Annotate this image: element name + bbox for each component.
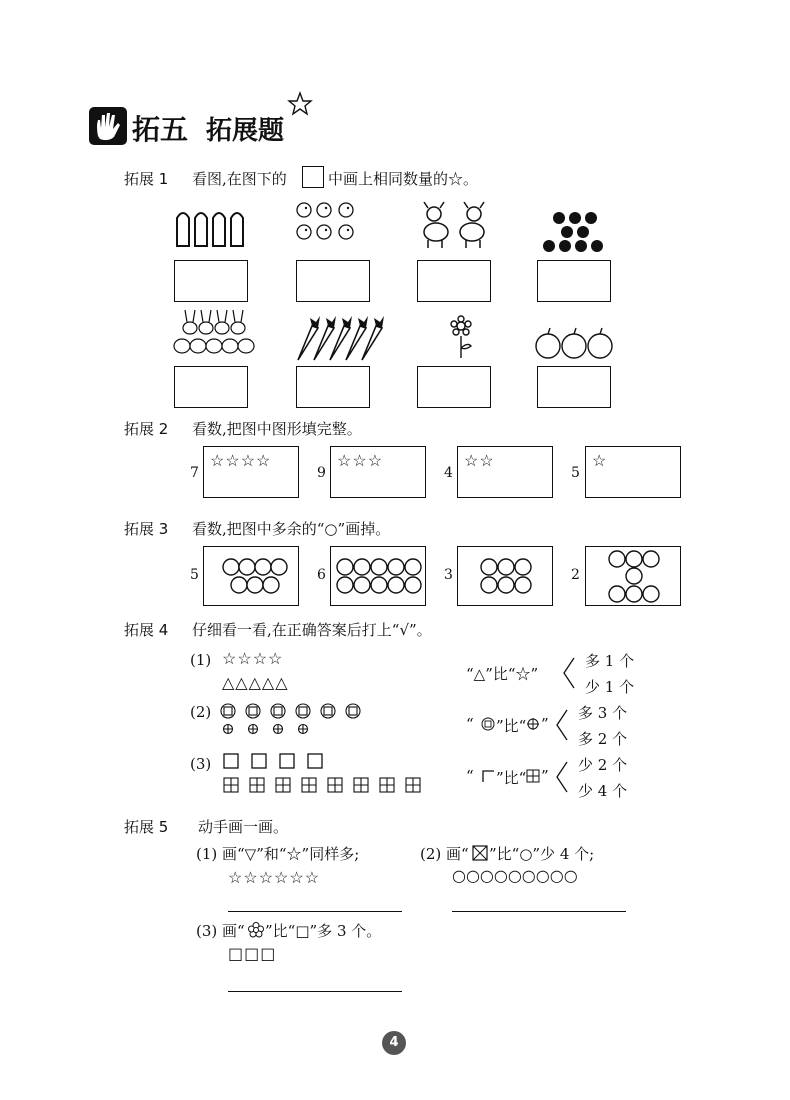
- q2-num-2: 9: [317, 465, 326, 481]
- q2-stars-1: ☆☆☆☆: [210, 451, 272, 470]
- flower-picture: [446, 316, 476, 360]
- q1-answer-box-7[interactable]: [417, 366, 491, 408]
- q5-p3-text-a: (3) 画“: [196, 922, 245, 940]
- rabbits-picture: [170, 308, 260, 360]
- q2-num-3: 4: [444, 465, 453, 481]
- q4-p1-option-2[interactable]: 少 1 个: [585, 678, 635, 696]
- q4-p3-shape-b-icon: [526, 769, 540, 783]
- q4-p3-compare-c: ”: [541, 767, 549, 785]
- carrots-picture: [294, 316, 384, 362]
- q4-label: 拓展 4: [124, 621, 169, 639]
- q2-label: 拓展 2: [124, 420, 169, 438]
- q3-prompt: 看数,把图中多余的“○”画掉。: [192, 520, 391, 538]
- q4-p2-option-2[interactable]: 多 2 个: [578, 730, 628, 748]
- q1-label: 拓展 1: [124, 170, 169, 188]
- q4-p2-bracket: [555, 708, 569, 742]
- q4-p3-bracket: [555, 760, 569, 794]
- q2-stars-4: ☆: [592, 451, 608, 470]
- q4-prompt: 仔细看一看,在正确答案后打上“√”。: [192, 621, 432, 639]
- q2-prompt: 看数,把图中图形填完整。: [192, 420, 362, 438]
- q5-p2-text-a: (2) 画“: [420, 845, 469, 863]
- q3-circles-1: [204, 547, 300, 607]
- header: [88, 102, 328, 152]
- q1-answer-box-5[interactable]: [174, 366, 248, 408]
- q1-prompt-a: 看图,在图下的: [192, 170, 287, 188]
- q5-p2-answer-line[interactable]: [452, 911, 626, 912]
- q2-box-3[interactable]: [457, 446, 553, 498]
- q4-p2-compare-c: ”: [541, 715, 549, 733]
- apples-picture: [534, 330, 618, 360]
- q1-prompt-b: 中画上相同数量的☆。: [328, 170, 479, 188]
- q4-p2-shape-b-icon: [526, 717, 540, 731]
- q4-p3-option-1[interactable]: 少 2 个: [578, 756, 628, 774]
- q2-stars-2: ☆☆☆: [337, 451, 384, 470]
- q3-box-2[interactable]: [330, 546, 426, 606]
- q4-p1-bottom-shapes: △△△△△: [222, 673, 289, 692]
- q4-p3-compare-b: ”比“: [496, 769, 527, 787]
- q5-p2-shapes: ○○○○○○○○○: [452, 866, 578, 885]
- q4-p3-shape-a-icon: [481, 769, 495, 783]
- q4-p1-option-1[interactable]: 多 1 个: [585, 652, 635, 670]
- q4-p3-option-2[interactable]: 少 4 个: [578, 782, 628, 800]
- q3-num-3: 3: [444, 567, 453, 583]
- q4-p2-index: (2): [190, 703, 212, 721]
- goats-picture: [418, 200, 492, 250]
- page-number: 4: [382, 1031, 406, 1055]
- q4-p2-compare-a: “: [466, 715, 474, 733]
- q5-p2-boxed-x-icon: [472, 845, 488, 861]
- q4-p2-compare-b: ”比“: [496, 717, 527, 735]
- q3-circles-2: [331, 547, 427, 607]
- q3-circles-3: [458, 547, 554, 607]
- q3-num-1: 5: [190, 567, 199, 583]
- q3-box-4[interactable]: [585, 546, 681, 606]
- q1-answer-box-1[interactable]: [174, 260, 248, 302]
- q3-box-1[interactable]: [203, 546, 299, 606]
- q5-p1-answer-line[interactable]: [228, 911, 402, 912]
- q3-num-4: 2: [571, 567, 580, 583]
- q5-p3-shapes: □□□: [228, 944, 277, 963]
- q1-answer-box-6[interactable]: [296, 366, 370, 408]
- q2-num-1: 7: [190, 465, 199, 481]
- q4-p2-shape-a-icon: [481, 717, 495, 731]
- dots-picture: [539, 210, 613, 254]
- q5-p1-shapes: ☆☆☆☆☆☆: [228, 868, 321, 887]
- q4-p3-index: (3): [190, 755, 212, 773]
- q3-box-3[interactable]: [457, 546, 553, 606]
- q1-answer-box-3[interactable]: [417, 260, 491, 302]
- q3-label: 拓展 3: [124, 520, 169, 538]
- q4-p1-compare: “△”比“☆”: [466, 665, 539, 683]
- q1-answer-box-2[interactable]: [296, 260, 370, 302]
- pencils-picture: [174, 208, 254, 248]
- header-logo-text: 拓五: [132, 113, 189, 146]
- q4-p3-compare-a: “: [466, 767, 474, 785]
- q4-p1-top-shapes: ☆☆☆☆: [222, 649, 284, 668]
- q2-num-4: 5: [571, 465, 580, 481]
- q4-p1-index: (1): [190, 651, 212, 669]
- q2-box-1[interactable]: [203, 446, 299, 498]
- chicks-picture: [294, 198, 360, 248]
- q5-p3-flower-icon: [248, 922, 264, 938]
- q2-box-4[interactable]: [585, 446, 681, 498]
- q4-p3-shapes: [222, 752, 432, 796]
- q4-p2-shapes: [220, 702, 380, 738]
- q5-prompt: 动手画一画。: [198, 818, 289, 836]
- q4-p1-bracket: [562, 656, 576, 690]
- header-title: 拓展题: [206, 116, 285, 146]
- q5-p1-text: (1) 画“▽”和“☆”同样多;: [196, 845, 360, 863]
- q1-answer-box-4[interactable]: [537, 260, 611, 302]
- q2-stars-3: ☆☆: [464, 451, 495, 470]
- q5-label: 拓展 5: [124, 818, 169, 836]
- star-badge-icon: [288, 92, 312, 116]
- hand-icon: [88, 106, 128, 146]
- q3-num-2: 6: [317, 567, 326, 583]
- q1-prompt-box: [302, 166, 324, 188]
- q3-circles-4: [586, 547, 682, 607]
- q5-p2-text-b: ”比“○”少 4 个;: [489, 845, 595, 863]
- q4-p2-option-1[interactable]: 多 3 个: [578, 704, 628, 722]
- q5-p3-text-b: ”比“□”多 3 个。: [265, 922, 382, 940]
- q1-answer-box-8[interactable]: [537, 366, 611, 408]
- q5-p3-answer-line[interactable]: [228, 991, 402, 992]
- q2-box-2[interactable]: [330, 446, 426, 498]
